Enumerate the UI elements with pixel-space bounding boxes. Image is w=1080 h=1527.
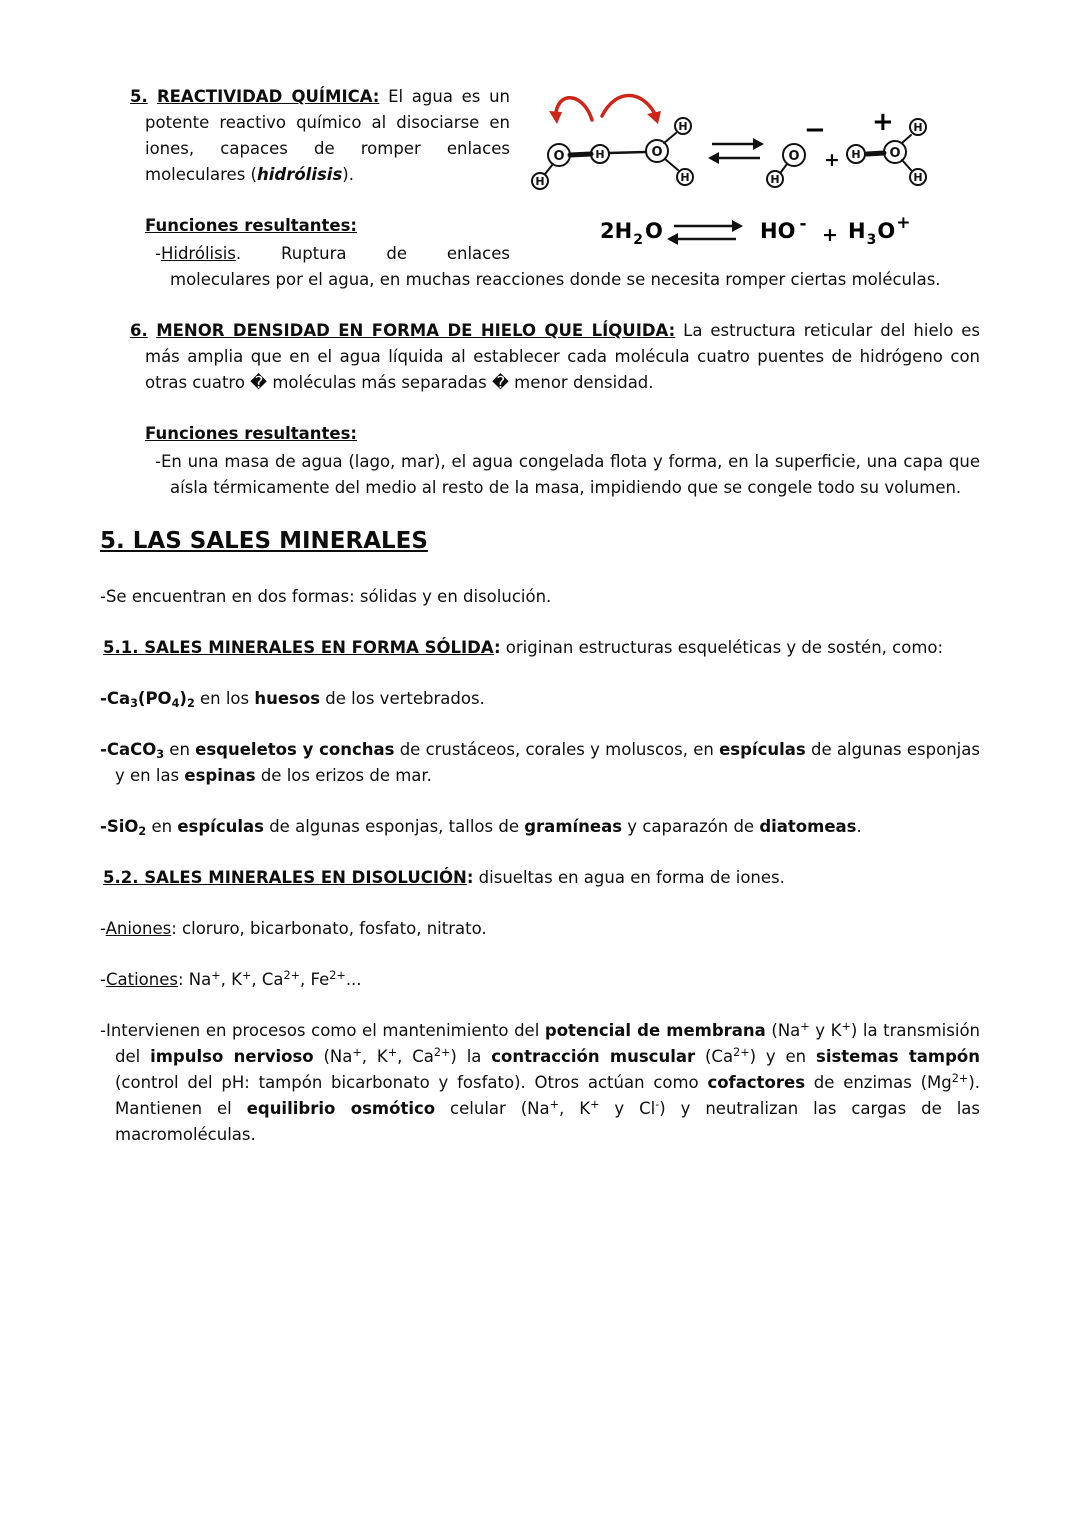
text-segment: + xyxy=(352,1045,362,1059)
text-segment: : xyxy=(466,868,474,887)
text-segment: , Ca xyxy=(397,1047,434,1066)
hydronium-formula: $H_3O^+$ xyxy=(848,213,911,248)
text-segment: en xyxy=(146,817,178,836)
text-segment: de algunas esponjas, tallos de xyxy=(263,817,525,836)
para-cationes xyxy=(100,967,980,993)
text-segment: ) y en xyxy=(749,1047,816,1066)
para-silice xyxy=(100,814,980,840)
text-segment: 2 xyxy=(186,697,195,711)
text-segment: . Ruptura de enlaces moleculares por el agua, en muchas reacciones donde se necesita romper ciertas moléculas. xyxy=(170,244,941,289)
para-5-1-forma-solida xyxy=(103,635,980,661)
hydrogen-atom-label: H xyxy=(595,148,605,161)
oxygen-atom-label: O xyxy=(889,146,901,161)
para-aniones xyxy=(100,916,980,942)
hydrogen-atom-label: H xyxy=(913,121,923,134)
text-segment: + xyxy=(211,968,221,982)
text-segment: - xyxy=(655,1097,660,1111)
text-segment: originan estructuras esqueléticas y de sostén, como: xyxy=(500,638,944,657)
text-segment: 5.2. SALES MINERALES EN DISOLUCIÓN xyxy=(103,868,467,887)
text-segment: 3 xyxy=(130,697,138,711)
text-segment: , K xyxy=(559,1099,591,1118)
text-segment: en los xyxy=(194,689,255,708)
text-segment: 2 xyxy=(138,825,147,839)
oxygen-atom-label: O xyxy=(788,149,800,164)
text-segment: . xyxy=(856,817,862,836)
text-segment: 2+ xyxy=(283,968,301,982)
text-segment: espinas xyxy=(184,766,256,785)
text-segment: de algunas esponjas y en las xyxy=(115,740,980,785)
text-segment: (Ca xyxy=(695,1047,734,1066)
text-segment: de los vertebrados. xyxy=(320,689,485,708)
equilibrium-arrowheads xyxy=(708,138,764,164)
para-intervienen-procesos xyxy=(100,1018,980,1148)
text-segment: -En una masa de agua (lago, mar), el agua congelada flota y forma, en la superficie, una capa que aísla térmicamente del medio al resto de la masa, impidiendo que se congele todo su volumen. xyxy=(155,452,980,497)
text-segment: (Na xyxy=(313,1047,353,1066)
text-segment xyxy=(148,87,157,106)
heading-funciones-resultantes-2 xyxy=(145,421,980,447)
text-segment: ) xyxy=(179,689,187,708)
text-segment: -Intervienen en procesos como el mantenimiento del xyxy=(100,1021,545,1040)
text-segment: - xyxy=(155,244,161,263)
oxygen-atom-label: O xyxy=(651,145,663,160)
text-segment: espículas xyxy=(719,740,806,759)
plus-sign: + xyxy=(824,149,840,171)
text-segment: 3 xyxy=(156,748,165,762)
text-segment: ) la xyxy=(450,1047,492,1066)
text-segment: hidrólisis xyxy=(256,165,343,184)
text-segment: diatomeas xyxy=(759,817,857,836)
text-segment: ). Mantienen el xyxy=(115,1073,980,1118)
text-segment: gramíneas xyxy=(524,817,623,836)
heading-las-sales-minerales xyxy=(100,526,980,556)
water-formula: $2H_2O$ xyxy=(600,219,663,248)
text-segment: ) la transmisión del xyxy=(115,1021,980,1066)
text-segment: -Ca xyxy=(100,689,131,708)
text-segment: y Cl xyxy=(599,1099,656,1118)
text-segment: Funciones resultantes: xyxy=(145,424,358,443)
text-segment: El agua es un potente reactivo químico al disociarse en iones, capaces de romper enlaces moleculares ( xyxy=(145,87,510,184)
text-segment: : cloruro, bicarbonato, fosfato, nitrato. xyxy=(171,919,487,938)
equation-plus-sign: + xyxy=(822,224,838,246)
text-segment: 2+ xyxy=(733,1045,750,1059)
document-body xyxy=(100,84,980,1148)
para-dos-formas xyxy=(100,584,980,610)
text-segment: , K xyxy=(361,1047,388,1066)
text-segment: ... xyxy=(345,970,362,989)
hydrogen-atom-label: H xyxy=(913,171,923,184)
text-segment: ). xyxy=(342,165,354,184)
text-segment: (control del pH: tampón bicarbonato y fosfato). Otros actúan como xyxy=(115,1073,708,1092)
text-segment: Aniones xyxy=(105,919,172,938)
text-segment: cofactores xyxy=(707,1073,806,1092)
text-segment: + xyxy=(549,1097,560,1111)
text-segment: - xyxy=(100,970,106,989)
text-segment: impulso nervioso xyxy=(150,1047,314,1066)
text-segment: - xyxy=(100,919,106,938)
text-segment xyxy=(148,321,156,340)
equilibrium-arrows xyxy=(712,144,760,158)
text-segment: celular (Na xyxy=(435,1099,550,1118)
para-carbonato-de-calcio xyxy=(100,737,980,789)
text-segment: potencial de membrana xyxy=(544,1021,766,1040)
text-segment: (Na xyxy=(765,1021,801,1040)
text-segment: : xyxy=(493,638,501,657)
text-segment: (PO xyxy=(137,689,172,708)
text-segment: equilibrio osmótico xyxy=(246,1099,436,1118)
text-segment: 4 xyxy=(171,697,180,711)
text-segment: REACTIVIDAD QUÍMICA: xyxy=(156,87,380,106)
text-segment: 6. xyxy=(130,321,148,340)
text-segment: MENOR DENSIDAD EN FORMA DE HIELO QUE LÍQUIDA: xyxy=(156,321,676,340)
equation-equilibrium-arrowheads xyxy=(667,220,743,245)
text-segment: 5.1. SALES MINERALES EN FORMA SÓLIDA xyxy=(103,638,494,657)
text-segment: Funciones resultantes: xyxy=(145,216,358,235)
text-segment: -SiO xyxy=(100,817,139,836)
text-segment: disueltas en agua en forma de iones. xyxy=(473,868,785,887)
text-segment: 5. LAS SALES MINERALES xyxy=(100,528,428,554)
hydroxide-formula: HO - xyxy=(760,214,807,243)
para-fosfato-de-calcio xyxy=(100,686,980,712)
text-segment: , Fe xyxy=(300,970,330,989)
text-segment: y K xyxy=(809,1021,842,1040)
text-segment: 2+ xyxy=(329,968,346,982)
text-segment: esqueletos y conchas xyxy=(195,740,395,759)
hydronium-charge-label: + xyxy=(872,107,894,137)
equation-equilibrium-arrows xyxy=(674,226,736,239)
text-segment: + xyxy=(241,968,252,982)
text-segment: de los erizos de mar. xyxy=(255,766,432,785)
oxygen-atom-label: O xyxy=(553,149,565,164)
text-segment: espículas xyxy=(177,817,264,836)
text-segment: sistemas tampón xyxy=(816,1047,980,1066)
text-segment: + xyxy=(590,1097,600,1111)
para-section6-menor-densidad xyxy=(130,318,980,396)
text-segment: + xyxy=(841,1019,851,1033)
text-segment: , K xyxy=(220,970,242,989)
hydroxide-charge-label: − xyxy=(804,115,826,145)
text-segment: 2+ xyxy=(951,1071,969,1085)
text-segment: ) y neutralizan las cargas de las macromoléculas. xyxy=(115,1099,980,1144)
text-segment: -Se encuentran en dos formas: sólidas y en disolución. xyxy=(100,587,552,606)
text-segment: y caparazón de xyxy=(622,817,760,836)
hydrogen-atom-label: H xyxy=(678,120,688,133)
text-segment: La estructura reticular del hielo es más amplia que en el agua líquida al establecer cada molécula cuatro puentes de hidrógeno con otras cuatro � moléculas más separadas � menor densidad. xyxy=(145,321,980,392)
hydrogen-atom-label: H xyxy=(770,173,780,186)
text-segment: huesos xyxy=(254,689,321,708)
text-segment: en xyxy=(164,740,196,759)
text-segment: : Na xyxy=(177,970,212,989)
water-dissociation-diagram xyxy=(528,86,980,254)
text-segment: de enzimas (Mg xyxy=(805,1073,952,1092)
hydrogen-atom-label: H xyxy=(851,148,861,161)
text-segment: contracción muscular xyxy=(491,1047,696,1066)
text-segment: Hidrólisis xyxy=(160,244,236,263)
text-segment: de crustáceos, corales y moluscos, en xyxy=(394,740,720,759)
para-5-2-disolucion xyxy=(103,865,980,891)
text-segment: + xyxy=(387,1045,398,1059)
text-segment: 5. xyxy=(130,87,148,106)
text-segment: -CaCO xyxy=(100,740,157,759)
text-segment: + xyxy=(800,1019,810,1033)
text-segment: , Ca xyxy=(251,970,284,989)
text-segment: 2+ xyxy=(433,1045,451,1059)
hydrogen-atom-label: H xyxy=(680,171,690,184)
text-segment: Cationes xyxy=(105,970,178,989)
hydrogen-atom-label: H xyxy=(535,175,545,188)
para-masa-de-agua xyxy=(155,449,980,501)
water-dissociation-svg xyxy=(528,86,980,254)
proton-transfer-arrows xyxy=(556,96,655,121)
